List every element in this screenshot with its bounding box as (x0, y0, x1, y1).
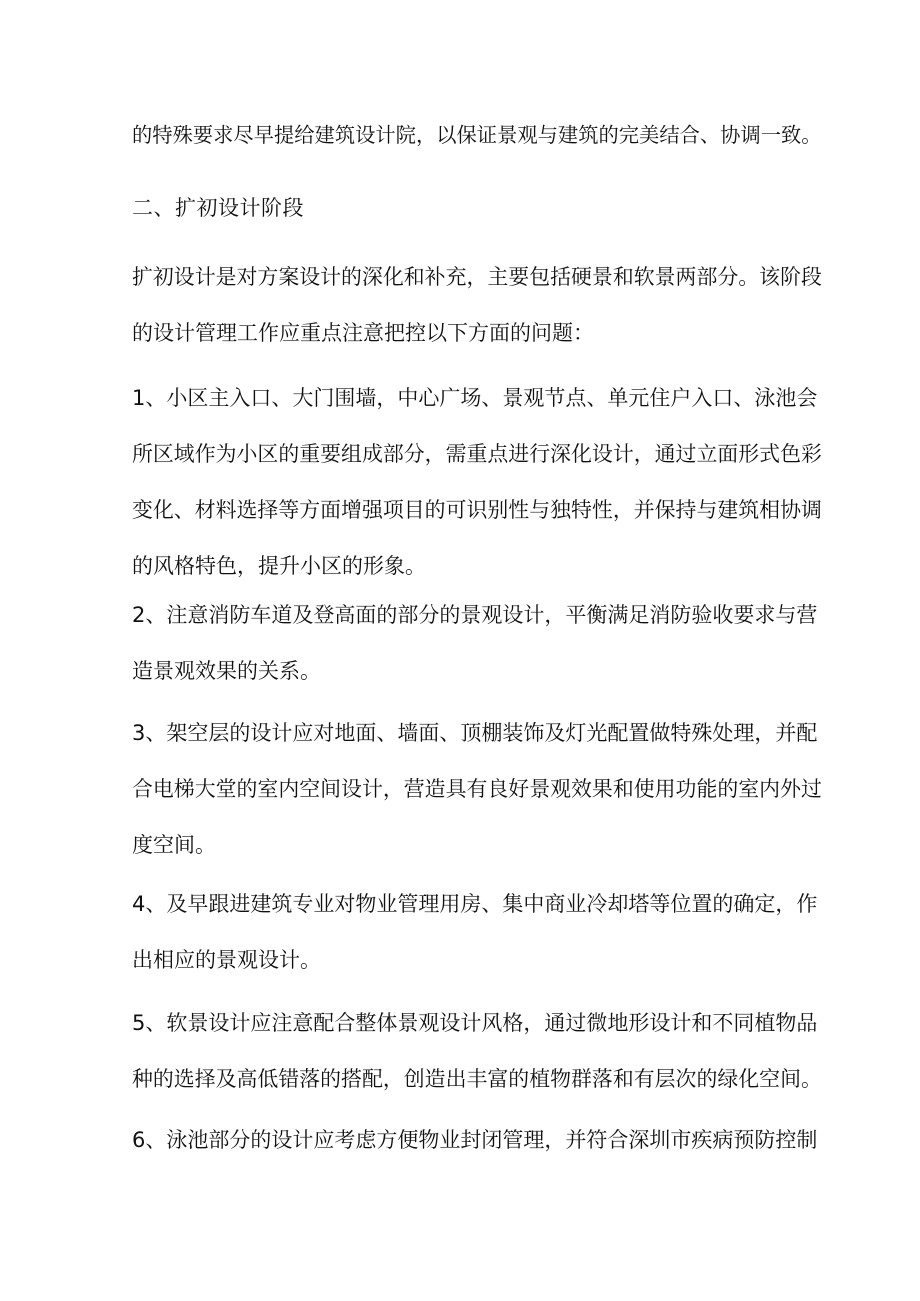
text-line: 种的选择及高低错落的搭配，创造出丰富的植物群落和有层次的绿化空间。 (132, 1067, 822, 1091)
list-item-6 (132, 1112, 818, 1168)
paragraph-intro (132, 249, 822, 361)
text-line: 所区域作为小区的重要组成部分，需重点进行深化设计，通过立面形式色彩 (132, 442, 822, 466)
section-heading (132, 180, 812, 236)
list-item-5 (132, 995, 822, 1107)
text-line: 5、软景设计应注意配合整体景观设计风格，通过微地形设计和不同植物品 (132, 1011, 818, 1035)
text-line: 扩初设计是对方案设计的深化和补充，主要包括硬景和软景两部分。该阶段 (132, 265, 822, 289)
heading-text: 二、扩初设计阶段 (132, 196, 304, 220)
list-item-3 (132, 705, 822, 873)
list-item-1 (132, 370, 822, 594)
text-line: 的设计管理工作应重点注意把控以下方面的问题： (132, 321, 594, 345)
text-line: 造景观效果的关系。 (132, 659, 321, 683)
list-item-2 (132, 587, 818, 699)
text-line: 6、泳池部分的设计应考虑方便物业封闭管理，并符合深圳市疾病预防控制 (132, 1128, 818, 1152)
text-line: 2、注意消防车道及登高面的部分的景观设计，平衡满足消防验收要求与营 (132, 603, 818, 627)
text-line: 出相应的景观设计。 (132, 948, 321, 972)
text-line: 变化、材料选择等方面增强项目的可识别性与独特性，并保持与建筑相协调 (132, 498, 822, 522)
text-line: 的特殊要求尽早提给建筑设计院，以保证景观与建筑的完美结合、协调一致。 (132, 123, 822, 147)
text-line: 的风格特色，提升小区的形象。 (132, 554, 426, 578)
text-line: 合电梯大堂的室内空间设计，营造具有良好景观效果和使用功能的室内外过 (132, 777, 822, 801)
list-item-4 (132, 876, 818, 988)
paragraph-continuation (132, 107, 822, 163)
text-line: 1、小区主入口、大门围墙，中心广场、景观节点、单元住户入口、泳池会 (132, 386, 818, 410)
text-line: 度空间。 (132, 833, 216, 857)
text-line: 3、架空层的设计应对地面、墙面、顶棚装饰及灯光配置做特殊处理，并配 (132, 721, 818, 745)
text-line: 4、及早跟进建筑专业对物业管理用房、集中商业冷却塔等位置的确定，作 (132, 892, 818, 916)
